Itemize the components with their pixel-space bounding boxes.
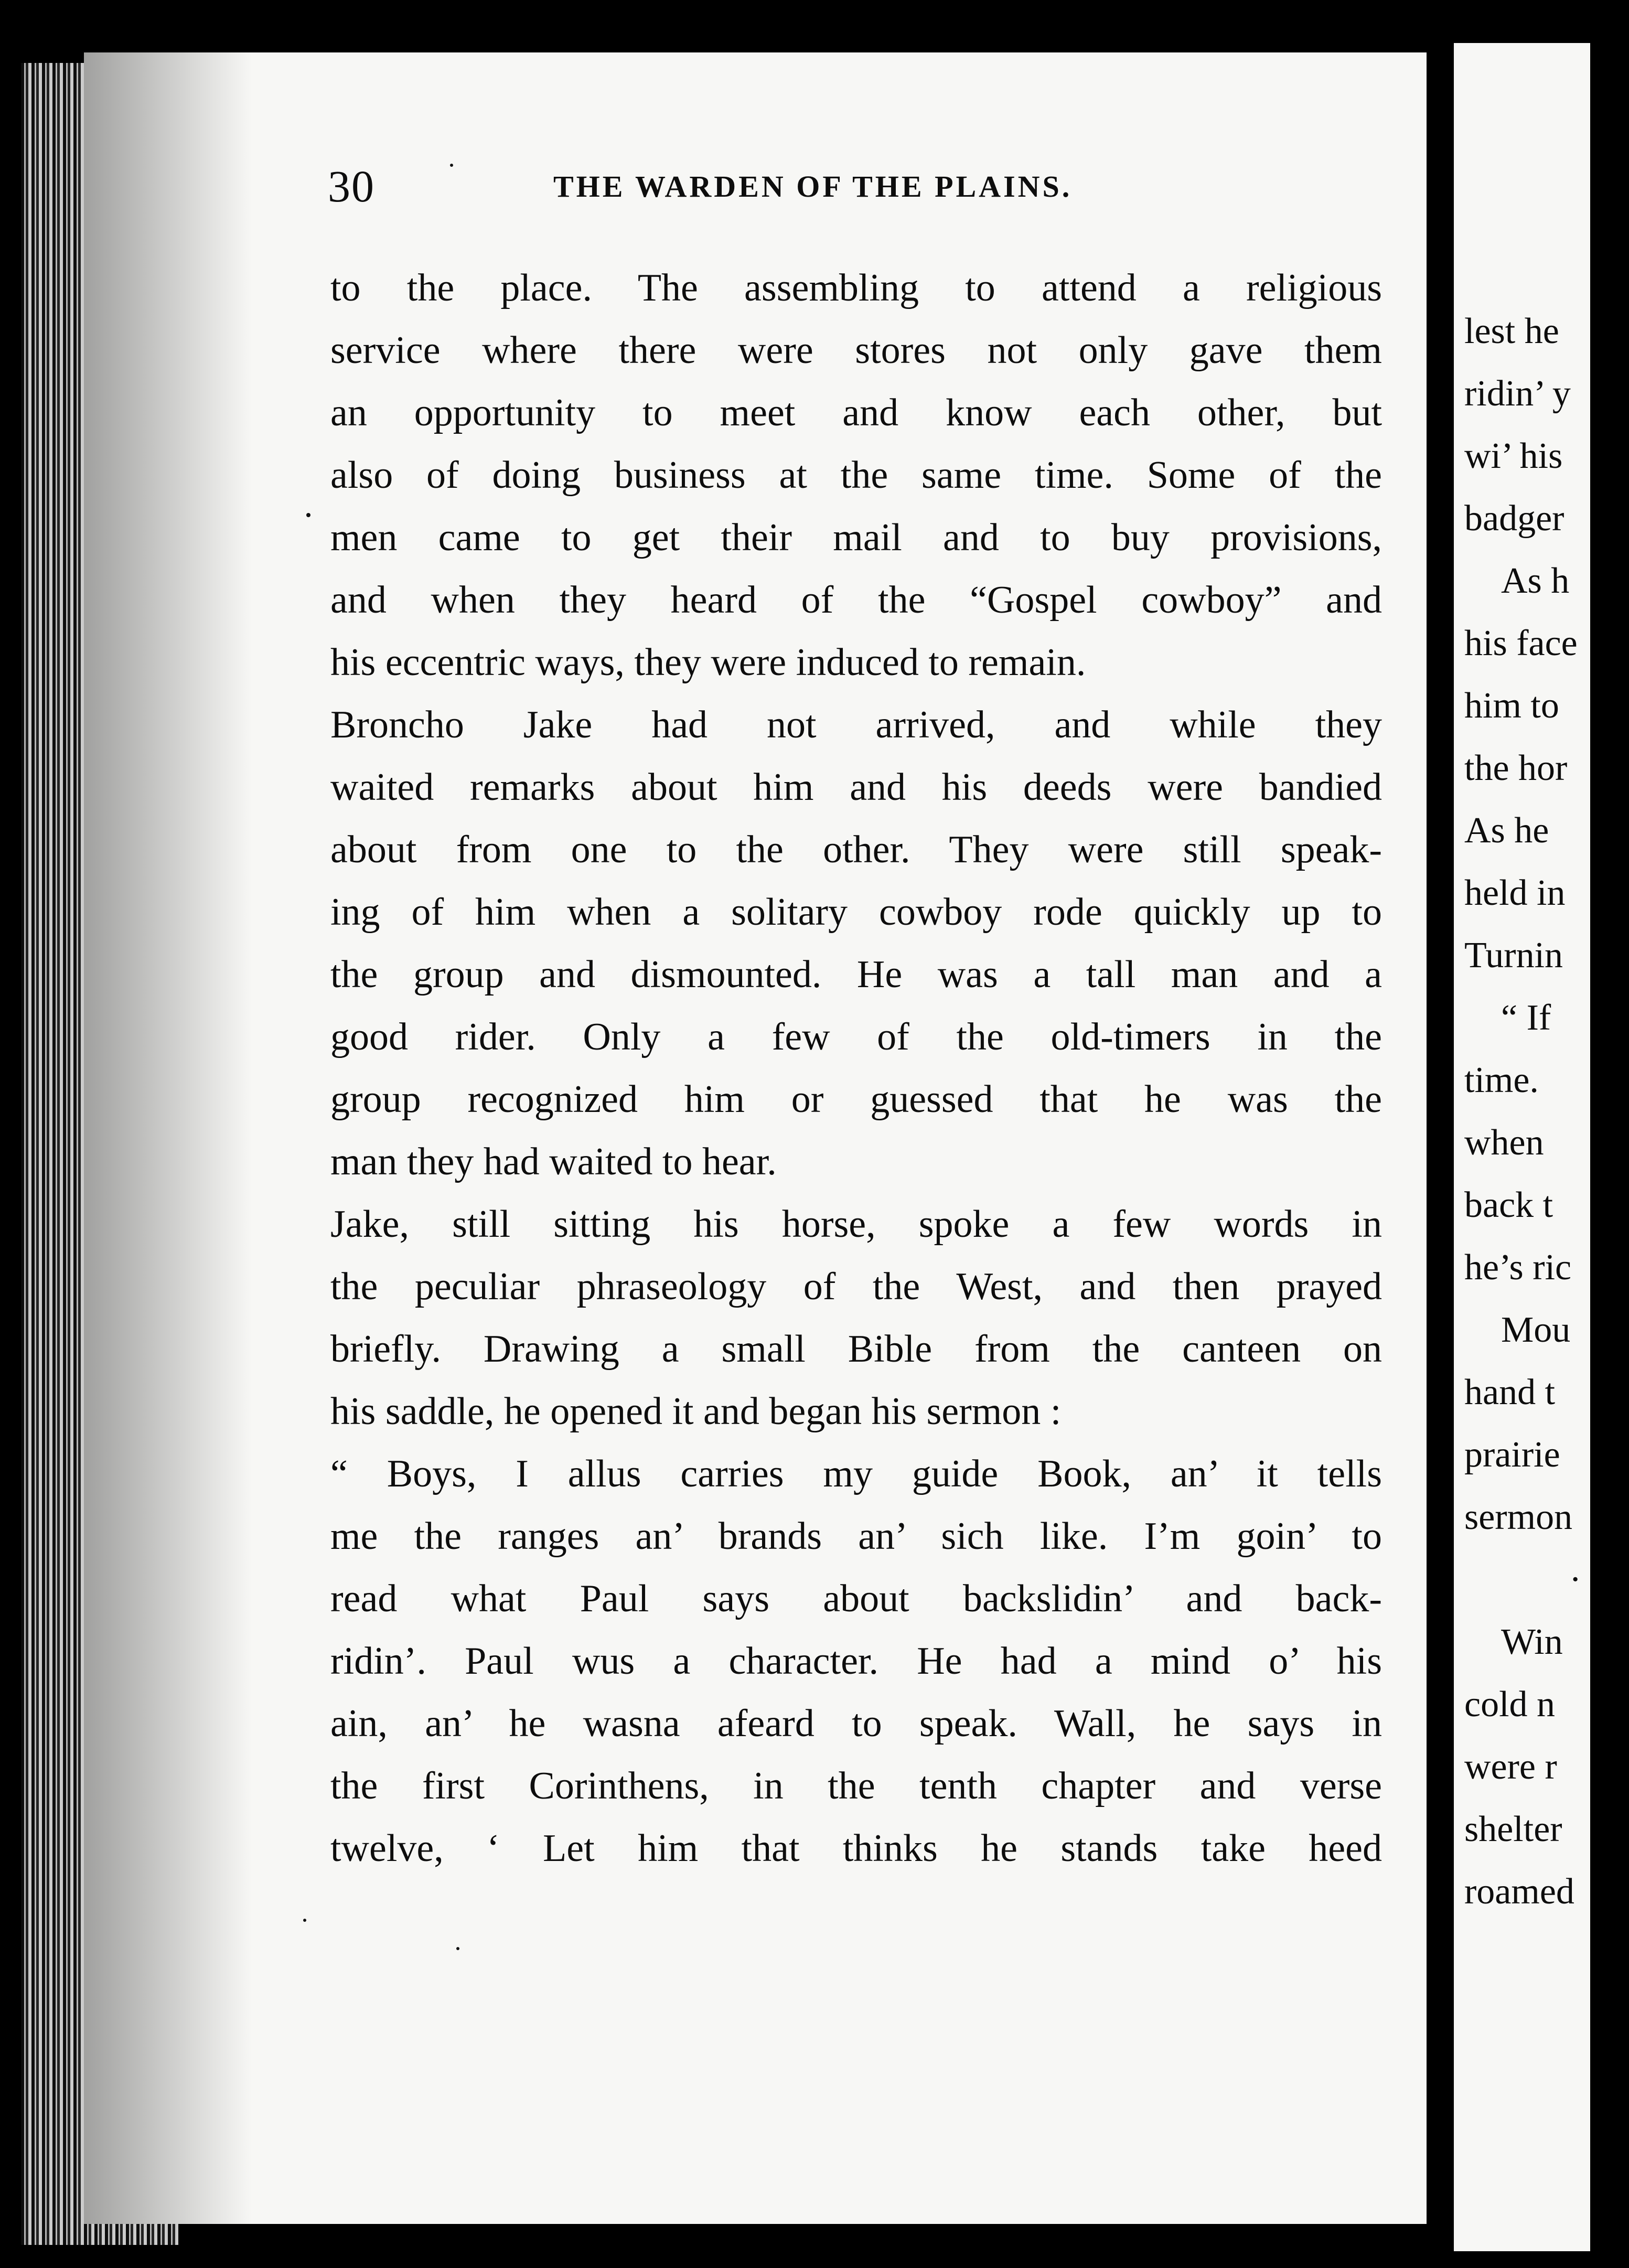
- facing-page-line: back t: [1464, 1185, 1553, 1225]
- facing-page-line: As he: [1464, 810, 1549, 851]
- facing-page-line: roamed: [1464, 1871, 1574, 1912]
- facing-page-line: he’s ric: [1464, 1247, 1572, 1288]
- running-head: [328, 157, 1324, 215]
- text-line: ing of him when a solitary cowboy rode quickly up to: [330, 891, 1382, 934]
- facing-page-line: lest he: [1464, 311, 1559, 351]
- text-line: “ Boys, I allus carries my guide Book, an’ it tells: [330, 1452, 1382, 1495]
- facing-page-line: badger: [1464, 498, 1564, 539]
- text-line: read what Paul says about backslidin’ and back-: [330, 1577, 1382, 1620]
- facing-page-line: him to: [1464, 686, 1559, 726]
- text-line: and when they heard of the “Gospel cowboy” and: [330, 579, 1382, 622]
- facing-page-line: hand t: [1464, 1372, 1556, 1413]
- facing-page-line: Win: [1501, 1622, 1563, 1662]
- facing-page-line: ridin’ y: [1464, 373, 1571, 414]
- text-line: ridin’. Paul wus a character. He had a mind o’ his: [330, 1640, 1382, 1683]
- facing-page-line: when: [1464, 1122, 1544, 1163]
- facing-page-line: time.: [1464, 1060, 1539, 1100]
- text-line: men came to get their mail and to buy provisions,: [330, 516, 1382, 559]
- text-line: the first Corinthens, in the tenth chapter and verse: [330, 1764, 1382, 1807]
- facing-page-line: shelter: [1464, 1809, 1562, 1849]
- text-line: group recognized him or guessed that he was the: [330, 1078, 1382, 1121]
- text-line: service where there were stores not only gave them: [330, 329, 1382, 372]
- facing-page-line: his face: [1464, 623, 1578, 664]
- facing-page-line: Turnin: [1464, 935, 1563, 976]
- text-line: the peculiar phraseology of the West, and then prayed: [330, 1265, 1382, 1308]
- facing-page-line: Mou: [1501, 1310, 1571, 1350]
- text-line: his saddle, he opened it and began his sermon :: [330, 1390, 1062, 1433]
- facing-page-line: held in: [1464, 873, 1566, 913]
- facing-page-text: [1464, 300, 1590, 1923]
- page-header-title: THE WARDEN OF THE PLAINS.: [553, 169, 1073, 204]
- binding-shadow: [84, 52, 252, 2224]
- text-line: ain, an’ he wasna afeard to speak. Wall, he says in: [330, 1702, 1382, 1745]
- facing-page-line: “ If: [1501, 998, 1551, 1038]
- scan-speck: [450, 164, 453, 167]
- text-line: his eccentric ways, they were induced to remain.: [330, 641, 1086, 684]
- text-line: also of doing business at the same time. Some of the: [330, 454, 1382, 497]
- text-line: about from one to the other. They were still speak-: [330, 828, 1382, 871]
- text-line: an opportunity to meet and know each other, but: [330, 391, 1382, 434]
- scan-speck: [456, 1947, 459, 1950]
- facing-page-line: cold n: [1464, 1684, 1556, 1725]
- facing-page-line: were r: [1464, 1747, 1557, 1787]
- text-line: the group and dismounted. He was a tall man and a: [330, 953, 1382, 996]
- text-line: good rider. Only a few of the old-timers in the: [330, 1015, 1382, 1058]
- scan-speck: [306, 513, 310, 517]
- text-line: twelve, ‘ Let him that thinks he stands take heed: [330, 1827, 1382, 1870]
- text-line: briefly. Drawing a small Bible from the canteen on: [330, 1328, 1382, 1371]
- facing-page-line: wi’ his: [1464, 436, 1563, 476]
- facing-page-line: the hor: [1464, 748, 1568, 788]
- facing-page-line: prairie: [1464, 1435, 1560, 1475]
- scan-speck: [303, 1919, 306, 1922]
- text-line: waited remarks about him and his deeds were bandied: [330, 766, 1382, 809]
- facing-page-line: sermon: [1464, 1497, 1573, 1537]
- facing-page: [1454, 43, 1590, 2251]
- facing-page-line: As h: [1501, 561, 1570, 601]
- text-line: Broncho Jake had not arrived, and while they: [330, 703, 1382, 746]
- text-line: man they had waited to hear.: [330, 1140, 777, 1183]
- text-line: Jake, still sitting his horse, spoke a few words in: [330, 1203, 1382, 1246]
- page-number: 30: [328, 161, 375, 211]
- body-text: [330, 257, 1382, 1880]
- facing-page-line: ·: [1569, 1559, 1582, 1600]
- text-line: me the ranges an’ brands an’ sich like. I’m goin’ to: [330, 1515, 1382, 1558]
- text-line: to the place. The assembling to attend a religious: [330, 266, 1382, 309]
